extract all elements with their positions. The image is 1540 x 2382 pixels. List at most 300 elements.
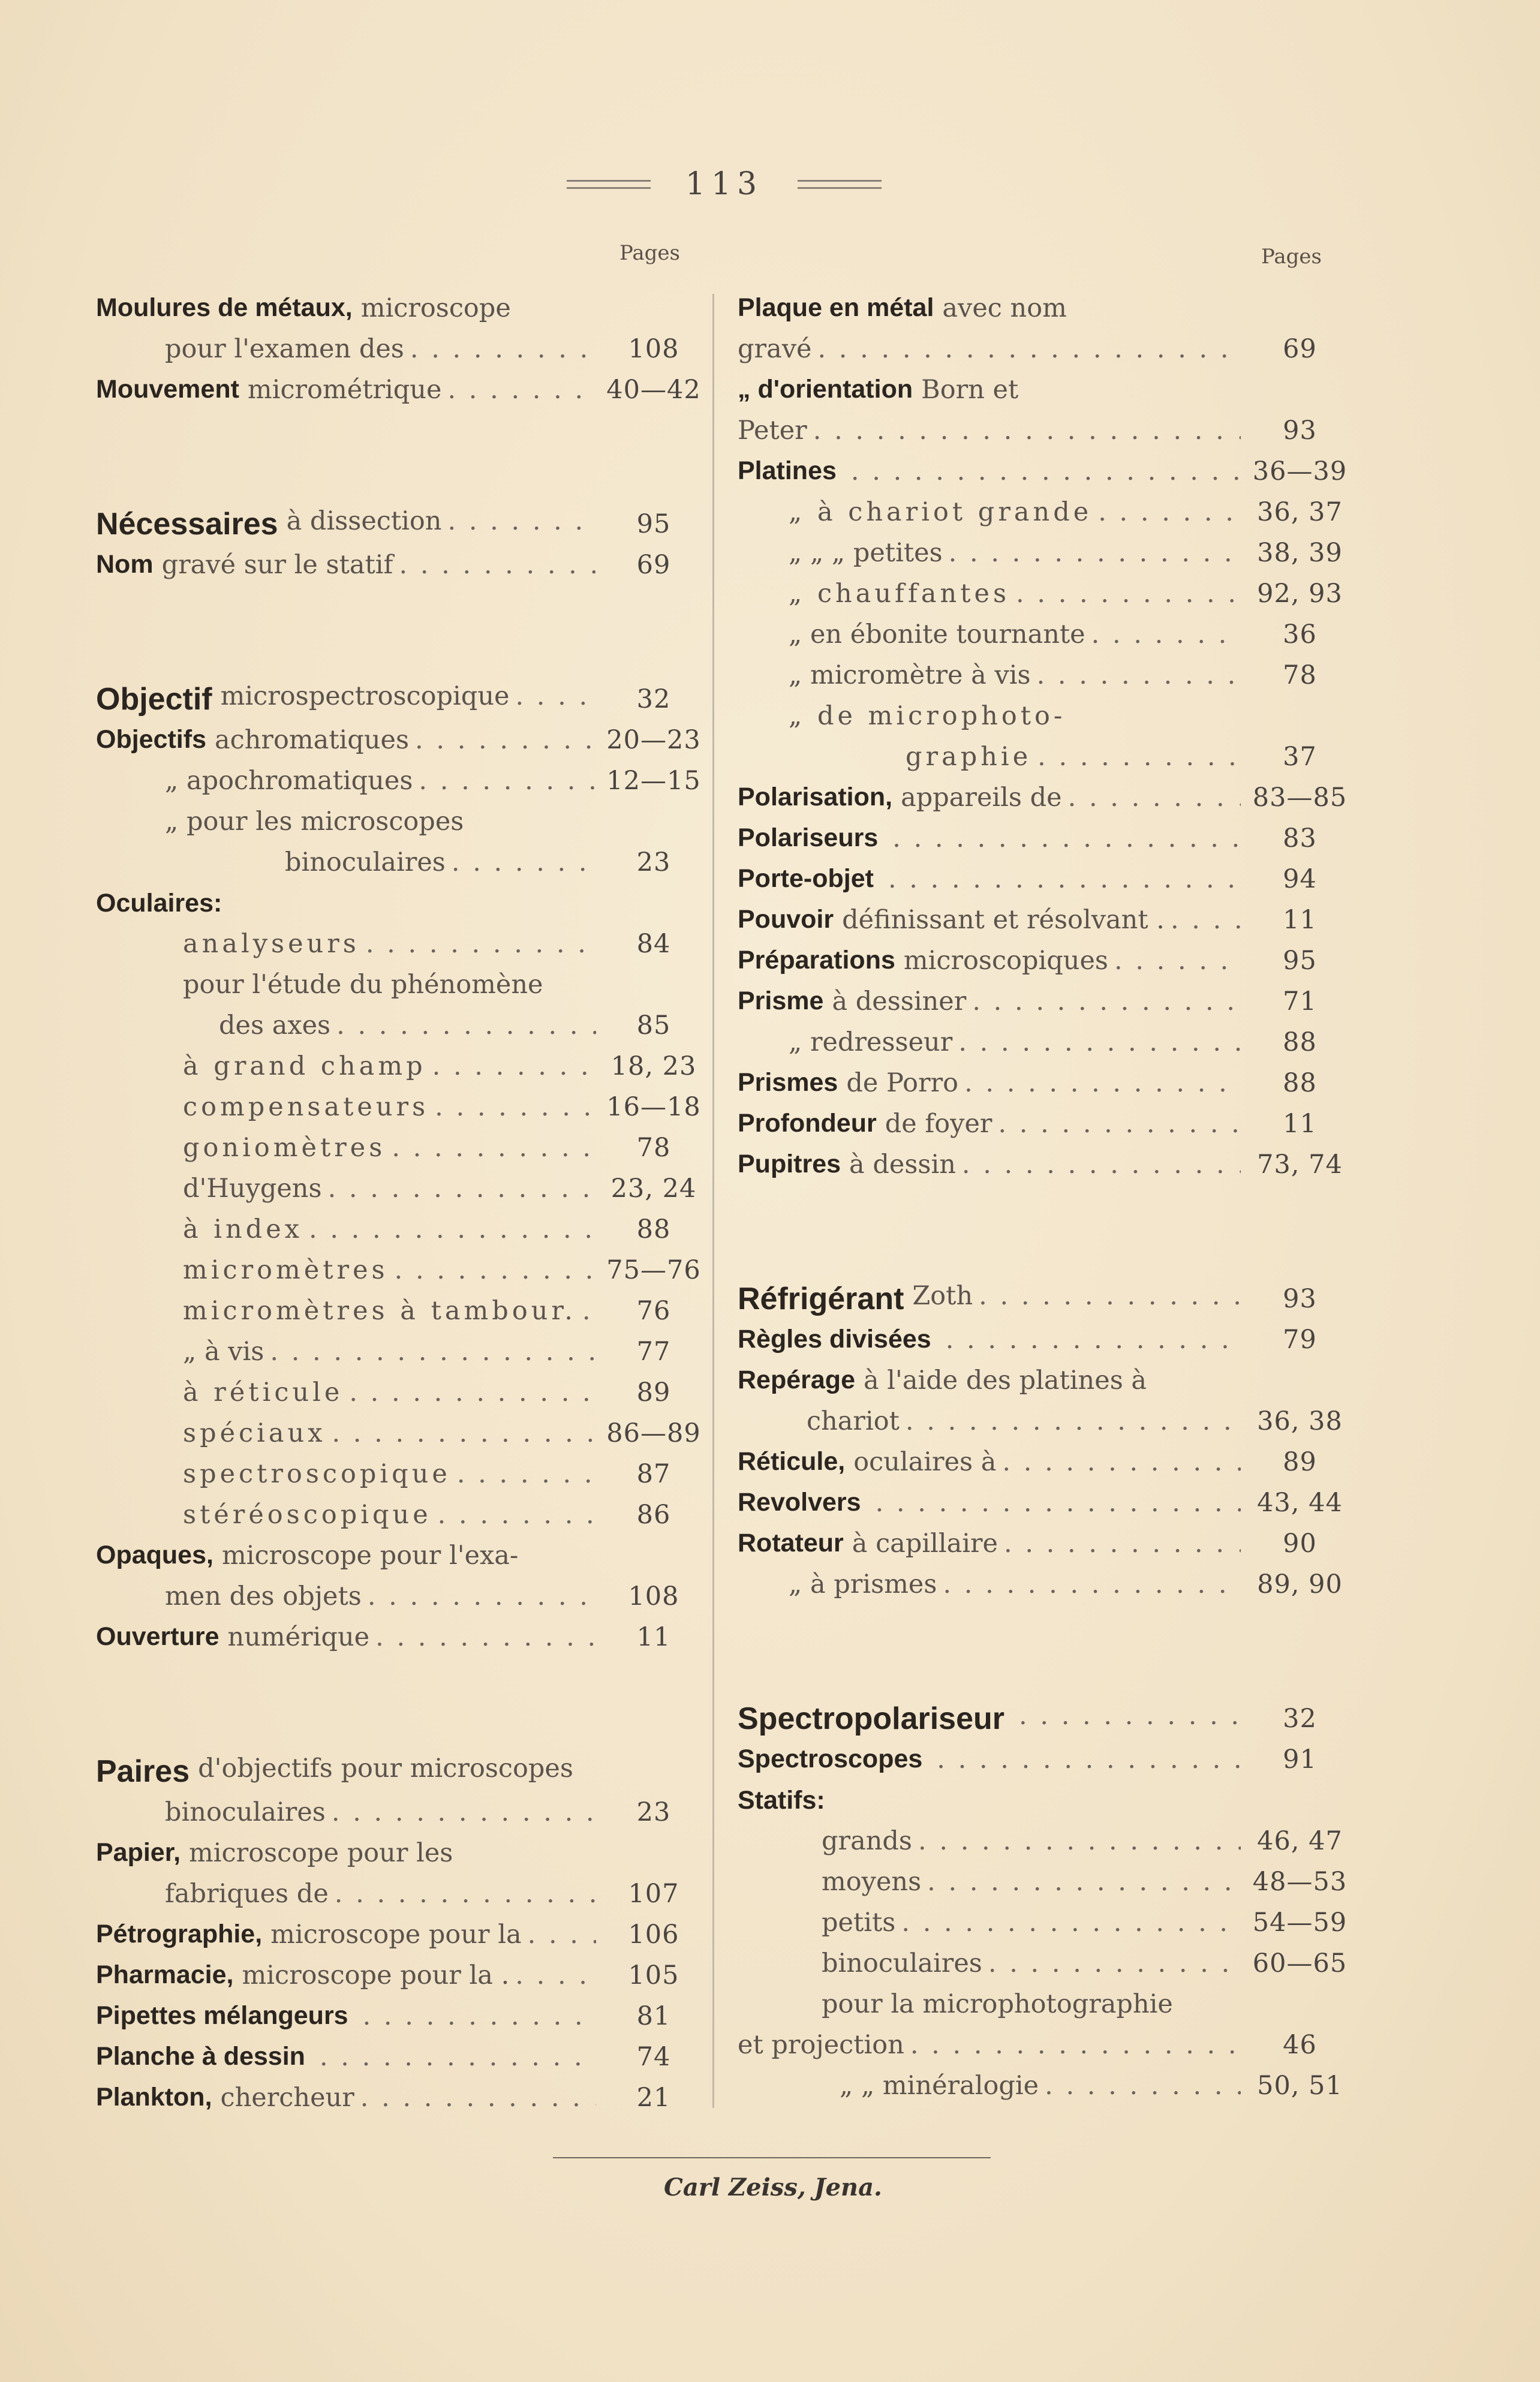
entry-page-ref: 93 [1283,416,1317,446]
dot-leader [817,334,1241,364]
page-number: 113 [685,166,763,202]
entry-subtext: pour l'étude du phénomène [183,970,543,1000]
entry-text [183,970,600,1000]
entry-text [789,1569,1244,1599]
entry-text [789,701,1244,731]
index-entry [738,614,1355,655]
dot-leader [1091,619,1241,649]
entry-text [183,1092,600,1122]
entry-subtext: Zoth [912,1281,973,1311]
index-entry [96,329,708,369]
entry-subtext: et projection [738,2030,904,2060]
dot-leader [528,1920,596,1950]
index-entry [96,1046,708,1087]
entry-page-ref: 46 [1283,2030,1317,2060]
index-entry [738,1103,1355,1144]
entry-heading: Plankton, [96,2083,212,2112]
index-entry [96,1873,708,1914]
index-entry [738,492,1355,533]
entry-heading: Polarisation, [738,783,893,811]
entry-text [738,456,1244,486]
entry-text [738,1109,1244,1139]
index-entry [96,2077,708,2118]
entry-subtext: à l'aide des platines à [863,1366,1147,1395]
entry-heading: Paires [96,1754,190,1789]
entry-subtext: analyseurs [183,929,360,959]
index-entry [738,329,1355,369]
index-entry [96,1331,708,1372]
dot-leader [979,1281,1241,1317]
entry-subtext: fabriques de [165,1879,329,1909]
entry-text [738,783,1244,813]
entry-subtext: à dessiner [832,987,967,1016]
dot-leader [447,375,596,405]
entry-page-ref: 90 [1283,1529,1317,1559]
index-entry [96,1168,708,1209]
entry-page-ref: 89 [1283,1447,1317,1477]
entry-page-ref: 93 [1283,1284,1317,1314]
dot-leader [332,1797,596,1827]
dot-leader [366,929,596,959]
dot-leader [813,416,1241,446]
entry-text [738,2030,1244,2060]
dot-leader [392,1133,596,1163]
entry-text [96,1920,600,1950]
entry-text [165,766,600,796]
entry-subtext: appareils de [901,783,1062,813]
dot-leader [582,1296,596,1326]
entry-heading: Réticule, [738,1447,846,1476]
entry-text [219,1010,600,1040]
entry-page-ref: 73, 74 [1257,1150,1343,1180]
entry-subtext: microspectroscopique [220,681,510,711]
index-entry [96,1413,708,1454]
entry-heading: Prismes [738,1068,838,1097]
entry-text [738,1488,1244,1518]
entry-subtext: Born et [921,375,1019,405]
dot-leader [328,1174,596,1204]
index-entry [96,1127,708,1168]
entry-subtext: „ à prismes [789,1569,937,1599]
entry-page-ref: 85 [636,1010,671,1040]
dot-leader [946,1325,1241,1355]
dot-leader [949,538,1241,568]
index-entry [738,2025,1355,2065]
entry-page-ref: 108 [628,1581,679,1611]
dot-leader [937,1745,1241,1775]
entry-heading: Revolvers [738,1488,861,1517]
dot-leader [1068,783,1241,813]
dot-leader [1045,2071,1241,2101]
entry-page-ref: 48—53 [1252,1867,1348,1897]
dot-leader [270,1337,596,1367]
entry-page-ref: 106 [628,1920,679,1950]
entry-page-ref: 36, 38 [1257,1406,1343,1436]
entry-subtext: pour la microphotographie [822,1989,1173,2019]
index-entry [738,410,1355,451]
entry-page-ref: 76 [636,1296,671,1326]
entry-heading: Objectif [96,682,212,717]
entry-subtext: „ „ „ petites [789,538,943,568]
dot-leader [998,1109,1241,1139]
index-entry [738,696,1355,736]
entry-heading: Objectifs [96,725,206,754]
dot-leader [320,2042,596,2072]
left-pages-label: Pages [619,241,680,265]
entry-heading: Papier, [96,1838,181,1867]
entry-page-ref: 81 [636,2001,671,2031]
index-entry [96,1535,708,1576]
dot-leader [888,864,1241,894]
entry-heading: Pupitres [738,1150,841,1178]
entry-subtext: microscope pour l'exa- [221,1541,519,1571]
entry-page-ref: 89 [636,1378,671,1407]
dot-leader [918,1826,1241,1856]
entry-subtext: men des objets [165,1581,362,1611]
entry-text [738,864,1244,894]
index-entry [738,1319,1355,1360]
entry-text [822,1867,1244,1897]
entry-text [789,579,1244,609]
dot-leader [515,1960,596,1990]
index-entry [96,504,708,545]
entry-heading: Planche à dessin [96,2042,305,2071]
index-entry [738,1984,1355,2025]
entry-page-ref: 89, 90 [1257,1569,1343,1599]
entry-page-ref: 83 [1283,823,1317,853]
entry-text [738,1745,1244,1775]
index-entry [96,1996,708,2037]
entry-subtext: chercheur [220,2083,354,2113]
entry-subtext: compensateurs [183,1092,429,1122]
entry-text [183,1133,600,1163]
entry-text [96,2042,600,2072]
entry-subtext: achromatiques [215,725,410,755]
entry-page-ref: 21 [636,2083,671,2113]
dot-leader [876,1488,1241,1518]
entry-page-ref: 37 [1283,742,1317,772]
entry-text [96,1960,600,1990]
index-entry [96,842,708,883]
dot-leader [1171,905,1241,935]
index-entry [738,1698,1355,1739]
entry-heading: Pharmacie, [96,1960,234,1989]
header-rule-right [798,180,882,189]
entry-page-ref: 16—18 [606,1092,701,1122]
footer-rule [553,2157,991,2158]
dot-leader [892,823,1241,853]
dot-leader [964,1068,1241,1098]
entry-heading: Spectroscopes [738,1745,923,1773]
entry-page-ref: 74 [636,2042,671,2072]
entry-text [738,416,1244,446]
dot-leader [375,1622,596,1652]
entry-text [738,1447,1244,1477]
index-entry [96,1792,708,1833]
entry-text [738,1366,1244,1395]
dot-leader [988,1948,1241,1978]
entry-subtext: „ micromètre à vis [789,660,1031,690]
entry-page-ref: 54—59 [1252,1908,1348,1938]
dot-leader [336,1010,596,1040]
entry-page-ref: 78 [636,1133,671,1163]
entry-text [96,1838,600,1868]
index-entry [738,451,1355,492]
index-entry [738,940,1355,981]
entry-text [789,1027,1244,1057]
entry-subtext: micromètres à tambour. [183,1296,576,1326]
entry-subtext: „ redresseur [789,1027,953,1057]
entry-page-ref: 11 [1283,905,1317,935]
dot-leader [435,1092,596,1122]
entry-page-ref: 75—76 [606,1255,701,1285]
entry-subtext: oculaires à [853,1447,997,1477]
entry-text [96,550,600,580]
entry-text [738,334,1244,364]
entry-page-ref: 88 [1283,1068,1317,1098]
entry-text [738,1281,1244,1317]
index-entry [96,1372,708,1413]
dot-leader [1114,946,1241,976]
entry-subtext: numérique [227,1622,370,1652]
index-entry [738,1902,1355,1943]
index-entry [738,1564,1355,1605]
dot-leader [972,987,1241,1016]
entry-subtext: binoculaires [285,847,446,877]
entry-text [96,2001,600,2031]
index-entry [96,1494,708,1535]
entry-subtext: de Porro [846,1068,959,1098]
index-entry [96,679,708,720]
dot-leader [410,334,596,364]
entry-subtext: grands [822,1826,913,1856]
column-divider [712,294,714,2108]
entry-text [183,1418,600,1448]
dot-leader [1002,1447,1241,1477]
entry-page-ref: 11 [1283,1109,1317,1139]
index-entry [738,1739,1355,1780]
index-entry [738,1360,1355,1401]
entry-text [183,1378,600,1407]
index-entry [738,533,1355,573]
entry-subtext: à index [183,1214,303,1244]
index-entry [96,369,708,410]
entry-heading: Préparations [738,946,895,975]
entry-page-ref: 79 [1283,1325,1317,1355]
entry-subtext: „ à vis [183,1337,264,1367]
index-entry [738,900,1355,940]
entry-text [906,742,1244,772]
entry-text [183,1459,600,1489]
index-entry [96,760,708,801]
index-entry [96,720,708,760]
dot-leader [1098,497,1241,527]
entry-page-ref: 108 [628,334,679,364]
dot-leader [910,2030,1241,2060]
index-entry [96,1087,708,1127]
entry-subtext: graphie [906,742,1032,772]
index-entry [738,1442,1355,1482]
entry-subtext: d'objectifs pour microscopes [198,1754,573,1784]
entry-subtext: „ apochromatiques [165,766,413,796]
entry-page-ref: 23, 24 [610,1174,697,1204]
entry-text [183,1296,600,1326]
entry-text [822,1989,1244,2019]
entry-text [789,497,1244,527]
entry-heading: Réfrigérant [738,1282,904,1316]
index-entry [738,1482,1355,1523]
header-rule-left [567,180,651,189]
entry-heading: Pouvoir [738,905,834,934]
dot-leader [349,1378,596,1407]
dot-leader [901,1908,1241,1938]
entry-page-ref: 18, 23 [610,1051,697,1081]
entry-text [165,807,600,837]
index-entry [96,1454,708,1494]
entry-page-ref: 23 [636,1797,671,1827]
entry-heading: Nom [96,550,154,579]
dot-leader [457,1459,596,1489]
entry-text [96,725,600,755]
entry-page-ref: 69 [1283,334,1317,364]
dot-leader [906,1406,1241,1436]
index-entry [96,1291,708,1331]
dot-leader [447,506,596,542]
entry-page-ref: 86 [636,1500,671,1530]
right-pages-label: Pages [1261,245,1322,269]
entry-subtext: microscope [360,293,511,323]
dot-leader [927,1867,1241,1897]
index-entry [96,545,708,585]
entry-heading: Polariseurs [738,823,879,852]
entry-page-ref: 46, 47 [1257,1826,1343,1856]
entry-subtext: des axes [219,1010,331,1040]
entry-subtext: „ „ minéralogie [840,2071,1039,2101]
entry-text [807,1406,1244,1436]
entry-subtext: spectroscopique [183,1459,451,1489]
dot-leader [395,1255,596,1285]
entry-text [96,506,600,542]
entry-text [822,1826,1244,1856]
dot-leader [515,681,596,717]
entry-text [96,1541,600,1571]
entry-page-ref: 32 [1283,1704,1317,1734]
entry-page-ref: 23 [636,847,671,877]
entry-subtext: „ de microphoto- [789,701,1066,731]
entry-page-ref: 83—85 [1252,783,1348,813]
entry-page-ref: 20—23 [606,725,701,755]
dot-leader [399,550,596,580]
entry-text [789,619,1244,649]
entry-text [738,946,1244,976]
entry-text [165,1797,600,1827]
entry-subtext: „ pour les microscopes [165,807,464,837]
entry-page-ref: 36, 37 [1257,497,1343,527]
entry-subtext: microscope pour la . [242,1960,510,1990]
entry-subtext: à dessin [849,1150,956,1180]
entry-text [738,987,1244,1016]
entry-text [96,2083,600,2113]
index-entry [738,573,1355,614]
entry-subtext: gravé [738,334,812,364]
index-entry [738,655,1355,696]
entry-page-ref: 11 [636,1622,671,1652]
index-entry [738,288,1355,329]
entry-subtext: „ chauffantes [789,579,1010,609]
entry-page-ref: 60—65 [1252,1948,1348,1978]
entry-subtext: à grand champ [183,1051,426,1081]
index-entry [96,1914,708,1955]
index-entry [738,818,1355,859]
entry-text [183,1174,600,1204]
entry-subtext: à réticule [183,1378,344,1407]
entry-page-ref: 95 [1283,946,1317,976]
dot-leader [432,1051,596,1081]
entry-page-ref: 71 [1283,987,1317,1016]
page-header [567,163,882,205]
entry-heading: Ouverture [96,1622,219,1651]
entry-text [165,334,600,364]
entry-heading: Prisme [738,987,824,1015]
entry-text [96,1622,600,1652]
entry-page-ref: 91 [1283,1745,1317,1775]
entry-subtext: chariot [807,1406,900,1436]
entry-heading: Nécessaires [96,507,278,542]
index-entry [738,1523,1355,1564]
entry-page-ref: 12—15 [606,766,701,796]
index-entry [738,777,1355,818]
entry-text [738,375,1244,405]
entry-subtext: stéréoscopique [183,1500,432,1530]
index-entry [96,2037,708,2077]
entry-heading: Porte-objet [738,864,874,893]
entry-heading: Plaque en métal [738,293,934,322]
entry-heading: Statifs: [738,1785,825,1815]
index-entry [96,964,708,1005]
entry-subtext: pour l'examen des [165,334,404,364]
entry-text [165,1879,600,1909]
index-entry [96,1833,708,1873]
dot-leader [851,456,1241,486]
entry-page-ref: 40—42 [606,375,701,405]
entry-text [822,1948,1244,1978]
entry-subtext: micromètres [183,1255,389,1285]
entry-text [738,1068,1244,1098]
entry-heading: Repérage [738,1366,855,1394]
entry-page-ref: 88 [1283,1027,1317,1057]
index-entry [738,1279,1355,1319]
index-entry [738,859,1355,900]
dot-leader [332,1418,596,1448]
dot-leader [415,725,596,755]
dot-leader [1019,1701,1241,1737]
entry-subtext: binoculaires [165,1797,326,1827]
entry-subtext: petits [822,1908,896,1938]
entry-page-ref: 77 [636,1337,671,1367]
entry-text [183,929,600,959]
entry-page-ref: 36—39 [1252,456,1348,486]
entry-text [96,293,600,323]
dot-leader [438,1500,596,1530]
entry-page-ref: 84 [636,929,671,959]
entry-subtext: avec nom [942,293,1067,323]
entry-subtext: binoculaires [822,1948,982,1978]
index-entry [738,1861,1355,1902]
entry-page-ref: 38, 39 [1257,538,1343,568]
entry-heading: Profondeur [738,1109,877,1138]
dot-leader [962,1150,1241,1180]
entry-heading: Opaques, [96,1541,213,1569]
